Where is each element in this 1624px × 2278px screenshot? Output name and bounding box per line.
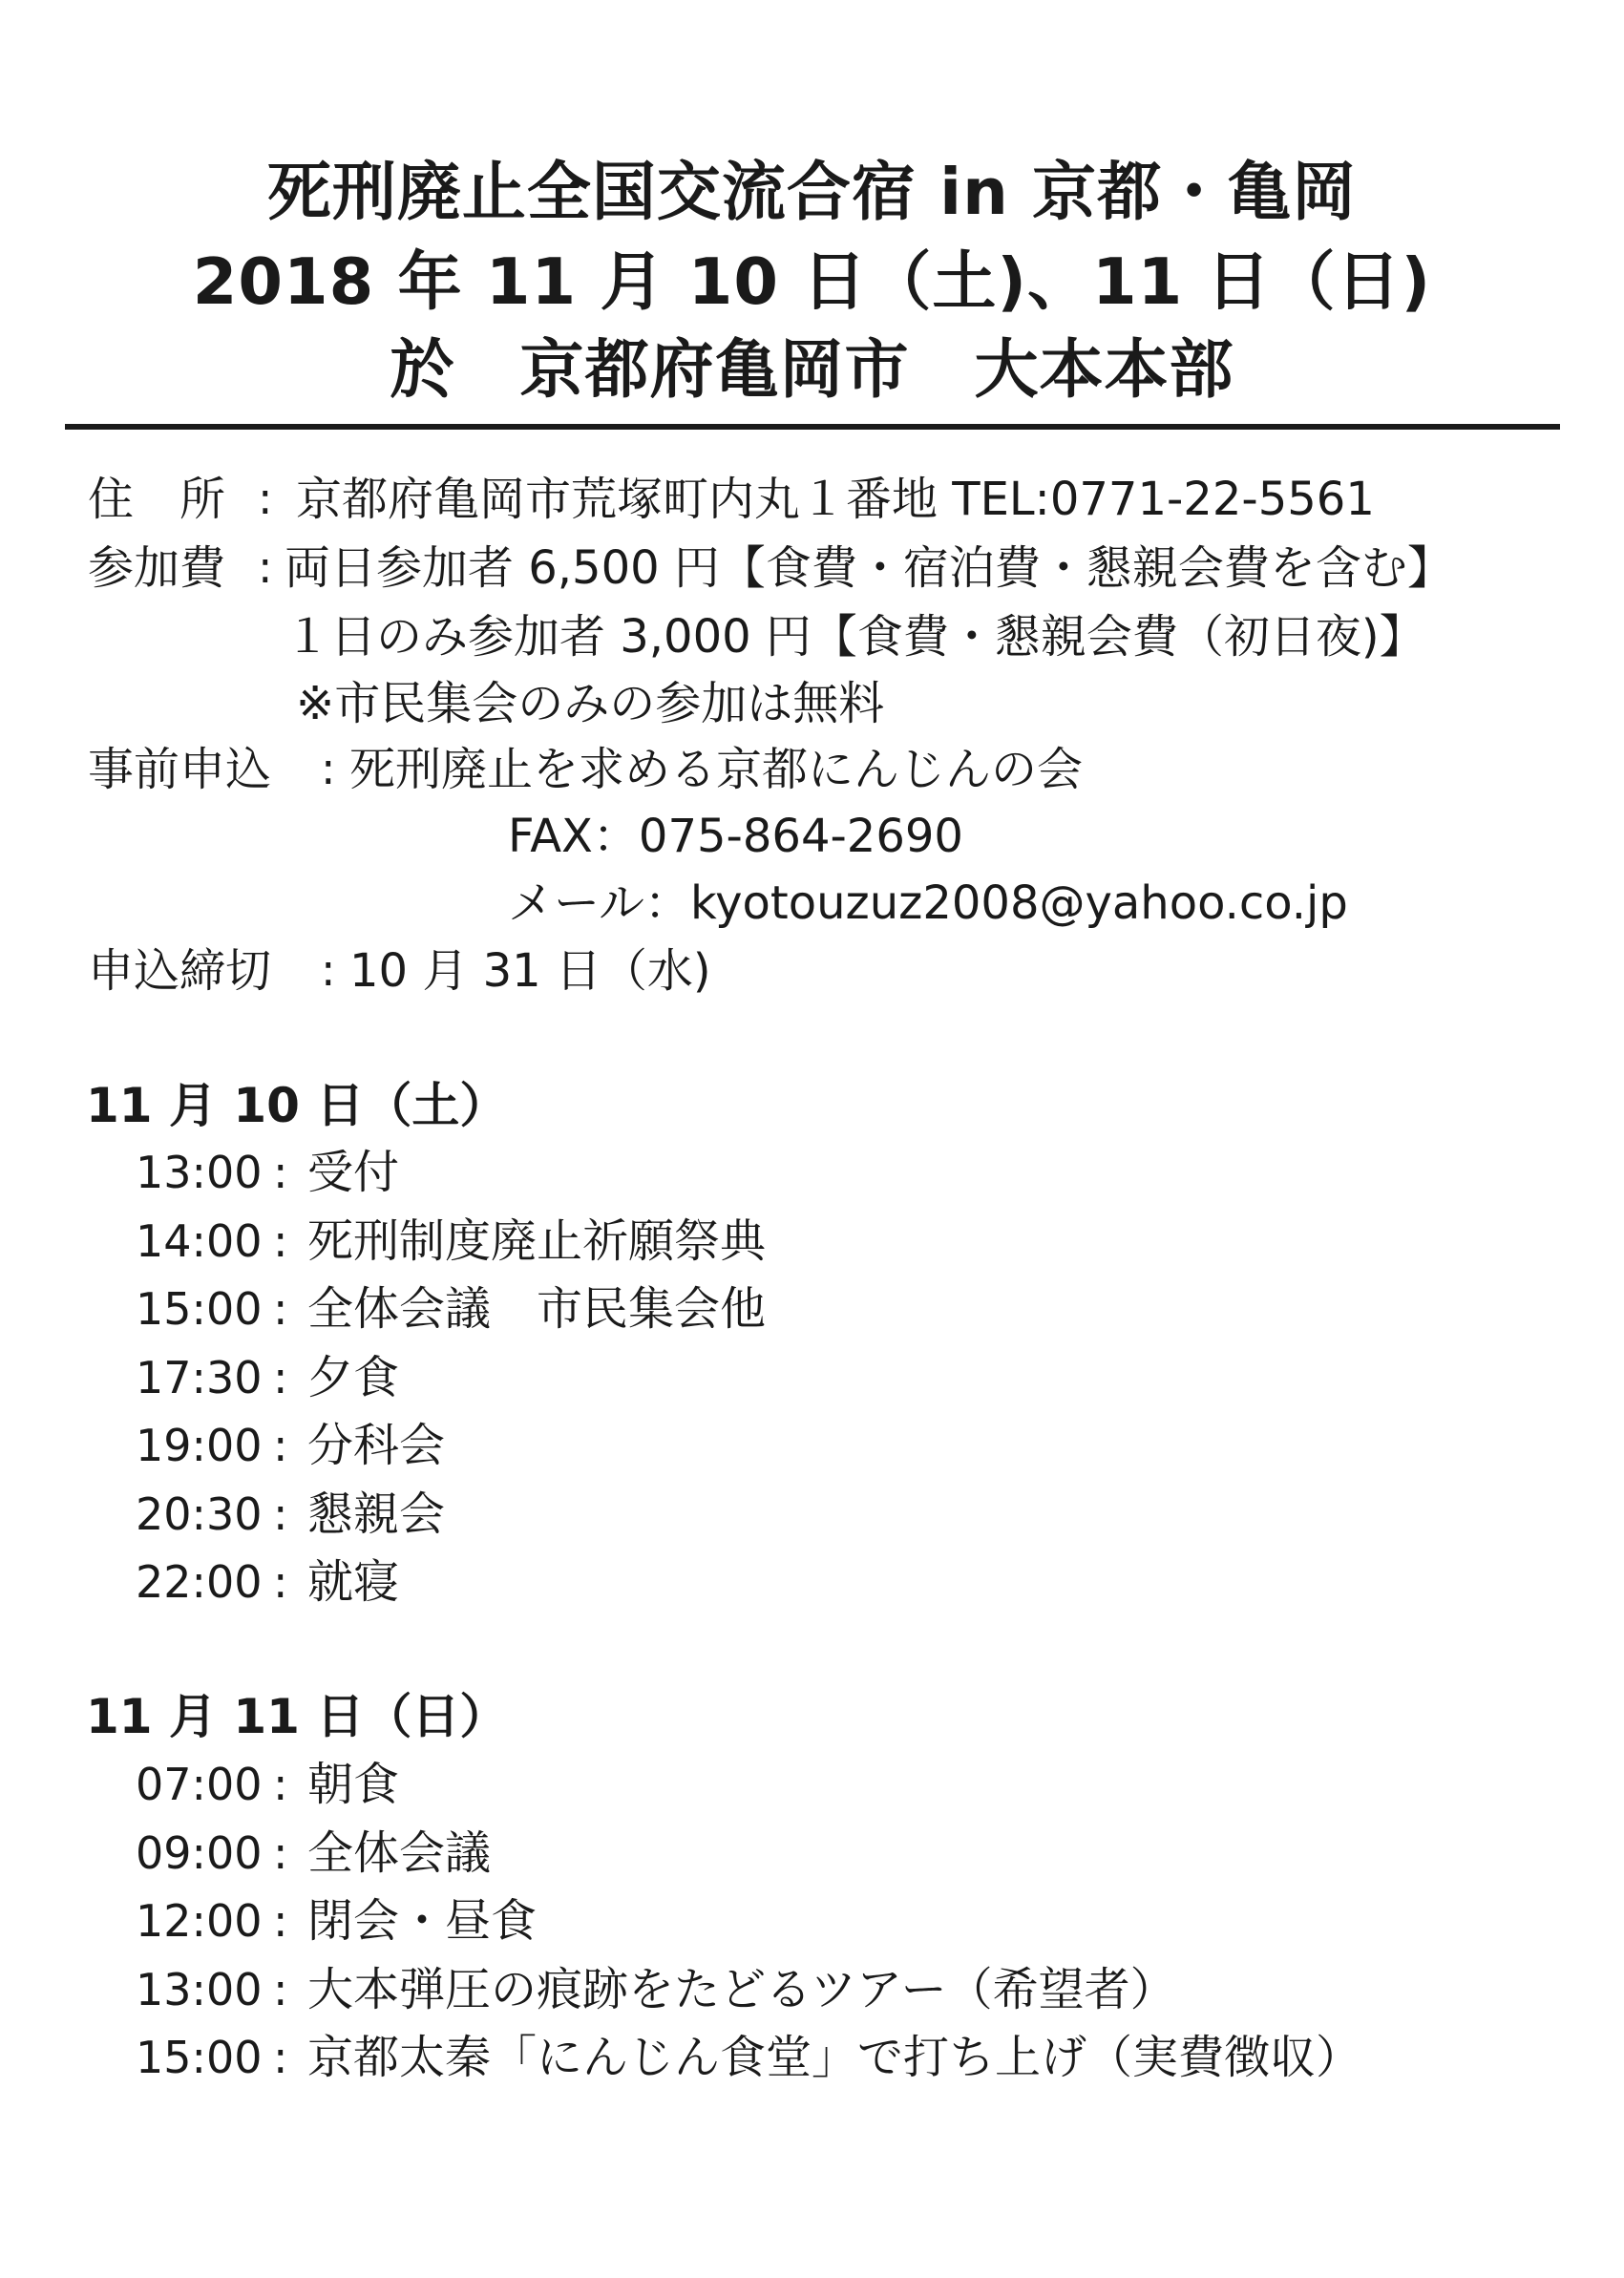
day2-time: 09:00 (136, 1826, 263, 1879)
colon: : (273, 1826, 288, 1879)
day1-event: 夕食 (307, 1350, 400, 1404)
day2-event: 京都太秦「にんじん食堂」で打ち上げ（実費徴収） (307, 2031, 1362, 2084)
day2-time: 12:00 (136, 1895, 263, 1947)
day1-time: 14:00 (136, 1214, 263, 1267)
fee-label: 参加費 (88, 541, 226, 595)
colon: : (273, 1351, 288, 1403)
colon: : (273, 1759, 288, 1810)
day1-time: 17:30 (136, 1351, 263, 1403)
colon: : (273, 1420, 288, 1471)
colon: : (273, 1214, 288, 1267)
day1-time: 20:30 (136, 1487, 263, 1540)
day2-time: 07:00 (136, 1759, 263, 1810)
colon: : (273, 1487, 288, 1540)
fee-line-2: １日のみ参加者 3,000 円【食費・懇親会費（初日夜)】 (285, 610, 1425, 664)
deadline-value: 10 月 31 日（水) (349, 944, 711, 998)
colon: : (273, 1556, 288, 1608)
apply-mail: メール：kyotouzuz2008@yahoo.co.jp (508, 876, 1348, 930)
colon: : (273, 1963, 288, 2015)
deadline-label: 申込締切 (88, 944, 272, 998)
day2-heading: 11 月 11 日（日） (86, 1689, 508, 1744)
day1-event: 受付 (307, 1146, 400, 1199)
colon: : (273, 1283, 288, 1335)
title-line-3: 於 京都府亀岡市 大本本部 (390, 332, 1234, 407)
day1-event: 懇親会 (307, 1487, 446, 1541)
colon: : (273, 1147, 288, 1198)
colon: : (273, 2032, 288, 2083)
colon: : (321, 743, 336, 794)
apply-org: 死刑廃止を求める京都にんじんの会 (349, 743, 1084, 796)
colon: : (321, 944, 336, 996)
day1-event: 就寝 (307, 1555, 400, 1609)
apply-label: 事前申込 (88, 743, 272, 796)
fee-line-1: 両日参加者 6,500 円【食費・宿泊費・懇親会費を含む】 (285, 541, 1453, 595)
day2-event: 大本弾圧の痕跡をたどるツアー（希望者） (307, 1962, 1176, 2016)
day2-event: 全体会議 (307, 1825, 492, 1880)
divider (65, 424, 1560, 430)
day2-event: 閉会・昼食 (307, 1894, 538, 1948)
colon: : (258, 541, 273, 593)
day1-event: 死刑制度廃止祈願祭典 (307, 1213, 767, 1268)
day1-time: 15:00 (136, 1283, 263, 1335)
fee-line-3: ※市民集会のみの参加は無料 (296, 677, 885, 730)
address-value: 京都府亀岡市荒塚町内丸１番地 TEL:0771-22-5561 (296, 473, 1375, 526)
day2-time: 15:00 (136, 2032, 263, 2083)
colon: : (258, 473, 273, 524)
apply-fax: FAX：075-864-2690 (508, 810, 963, 863)
day1-event: 分科会 (307, 1419, 446, 1472)
day1-time: 13:00 (136, 1147, 263, 1198)
day1-time: 19:00 (136, 1420, 263, 1471)
day1-event: 全体会議 市民集会他 (307, 1282, 767, 1336)
day1-heading: 11 月 10 日（土） (86, 1078, 508, 1133)
colon: : (273, 1895, 288, 1947)
address-label: 住 所 (88, 473, 226, 526)
day2-event: 朝食 (307, 1758, 400, 1811)
day1-time: 22:00 (136, 1556, 263, 1608)
day2-time: 13:00 (136, 1963, 263, 2015)
title-line-2: 2018 年 11 月 10 日（土)、11 日（日) (192, 244, 1432, 319)
title-line-1: 死刑廃止全国交流合宿 in 京都・亀岡 (266, 155, 1358, 229)
